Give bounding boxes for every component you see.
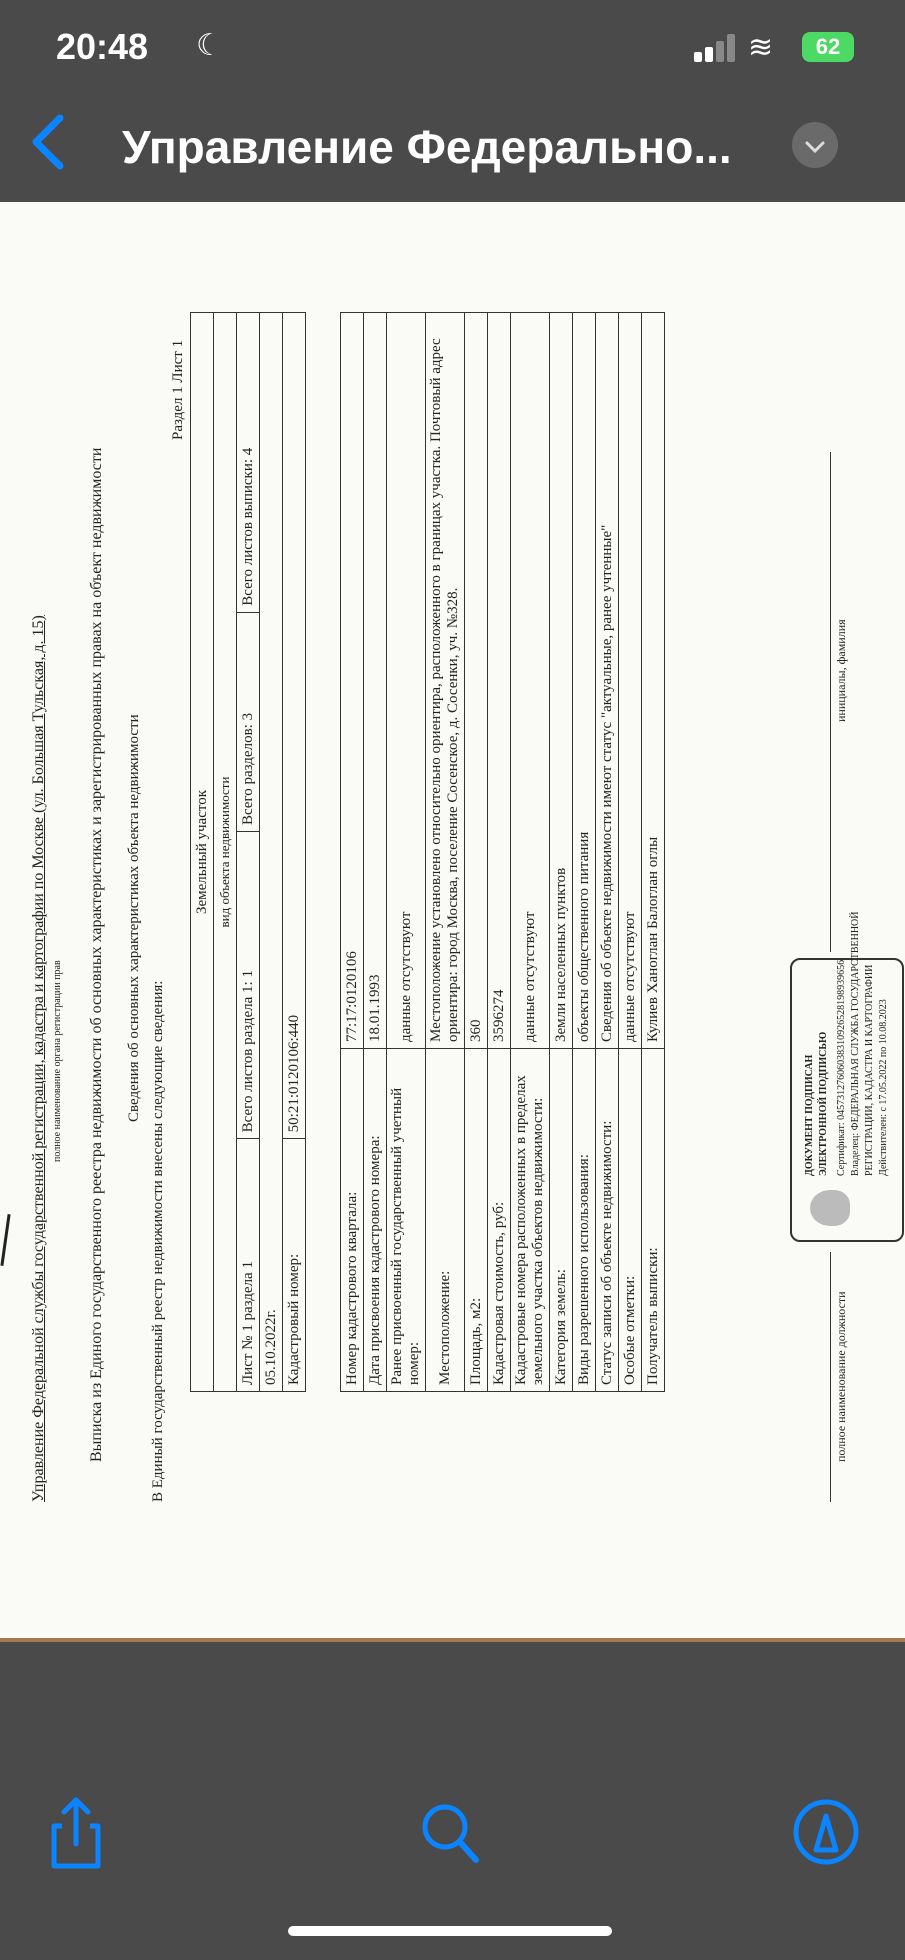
stamp-line: РЕГИСТРАЦИИ, КАДАСТРА И КАРТОГРАФИИ — [864, 964, 875, 1176]
row-label: Площадь, м2: — [465, 1049, 488, 1392]
document-viewer[interactable] — [0, 202, 905, 1642]
share-button[interactable] — [36, 1792, 116, 1872]
row-value: данные отсутствуют — [387, 313, 426, 1049]
table-row — [465, 313, 488, 1392]
row-value: Земли населенных пунктов — [550, 313, 573, 1049]
table-row — [573, 313, 596, 1392]
table-row — [387, 313, 426, 1392]
row-label: Кадастровая стоимость, руб: — [488, 1049, 511, 1392]
row-value: 18.01.1993 — [364, 313, 387, 1049]
table-row — [619, 313, 642, 1392]
document-title: Управление Федерально... — [122, 121, 732, 173]
table-row — [596, 313, 619, 1392]
clock: 20:48 — [56, 26, 149, 67]
stamp-line: Владелец: ФЕДЕРАЛЬНАЯ СЛУЖБА ГОСУДАРСТВЕННОЙ — [850, 911, 861, 1176]
row-label: Ранее присвоенный государственный учетный номер: — [387, 1049, 426, 1392]
page-edge — [0, 1638, 905, 1642]
row-label: Получатель выписки: — [642, 1049, 665, 1392]
electronic-signature-stamp — [790, 911, 904, 1242]
row-label: Виды разрешенного использования: — [573, 1049, 596, 1392]
chevron-left-icon — [28, 112, 68, 172]
row-value: 360 — [465, 313, 488, 1049]
row-value: Сведения об объекте недвижимости имеют статус "актуальные, ранее учтенные" — [596, 313, 619, 1049]
row-label: Категория земель: — [550, 1049, 573, 1392]
sheet-cell: Всего листов выписки: 4 — [237, 313, 260, 613]
row-value: Кулиев Ханоглан Балоглан оглы — [642, 313, 665, 1049]
stamp-line: ДОКУМЕНТ ПОДПИСАН — [804, 1054, 815, 1176]
row-value: данные отсутствуют — [619, 313, 642, 1049]
bottom-toolbar — [0, 1770, 905, 1960]
table-row — [426, 313, 465, 1392]
row-label: Дата присвоения кадастрового номера: — [364, 1049, 387, 1392]
search-button[interactable] — [412, 1792, 492, 1872]
initials-caption: инициалы, фамилия — [834, 619, 848, 722]
row-label: Номер кадастрового квартала: — [341, 1049, 364, 1392]
entered-note: В Единый государственный реестр недвижимости внесены следующие сведения: — [150, 980, 166, 1502]
row-value: данные отсутствуют — [511, 313, 550, 1049]
object-kind-caption: вид объекта недвижимости — [214, 313, 237, 1392]
table-row — [341, 313, 364, 1392]
sheet-cell: Всего разделов: 3 — [237, 612, 260, 831]
row-label: Кадастровые номера расположенных в пределах земельного участка объектов недвижимости: — [511, 1049, 550, 1392]
authority-subcaption: полное наименование органа регистрации прав — [52, 960, 63, 1162]
position-caption: полное наименование должности — [834, 1291, 848, 1462]
table-row — [488, 313, 511, 1392]
share-icon — [36, 1792, 116, 1872]
extract-title: Выписка из Единого государственного реестра недвижимости об основных характеристиках и зарегистрированных правах на объект недвижимости — [88, 447, 105, 1462]
sheet-cell: Всего листов раздела 1: 1 — [237, 832, 260, 1139]
navigation-bar — [0, 98, 905, 202]
cellular-signal-icon — [694, 34, 738, 62]
battery-icon — [802, 32, 854, 62]
header-table — [190, 312, 306, 1392]
row-value: 77:17:0120106 — [341, 313, 364, 1049]
authority-heading: Управление Федеральной службы государственной регистрации, кадастра и картографии по Москве (ул. Большая Тульская, д. 15) — [30, 615, 47, 1502]
table-row — [642, 313, 665, 1392]
home-indicator[interactable] — [288, 1926, 612, 1936]
date-cell: 05.10.2022г. — [260, 313, 283, 1392]
section-sheet-label: Раздел 1 Лист 1 — [170, 339, 186, 440]
back-button[interactable] — [18, 112, 78, 182]
table-row — [364, 313, 387, 1392]
stamp-line: Сертификат: 04573127606038310926528198939656 — [836, 959, 847, 1176]
rotated-content — [0, 202, 905, 1582]
stamp-line: ЭЛЕКТРОННОЙ ПОДПИСЬЮ — [818, 1031, 829, 1176]
status-bar — [0, 0, 905, 98]
initials-line — [830, 452, 831, 952]
stamp-line: Действителен: с 17.05.2022 по 10.08.2023 — [878, 999, 889, 1176]
row-value: 3596274 — [488, 313, 511, 1049]
sheet-cell: Лист № 1 раздела 1 — [237, 1139, 260, 1392]
row-label: Особые отметки: — [619, 1049, 642, 1392]
markup-icon — [790, 1792, 870, 1872]
chevron-down-icon — [804, 140, 826, 154]
battery-level: 62 — [815, 34, 841, 59]
search-icon — [412, 1792, 492, 1872]
row-value: Местоположение установлено относительно ориентира, расположенного в границах участка. Почтовый адрес ориентира: город Москва, поселение Сосенское, д. Сосенки, уч. №328. — [426, 313, 465, 1049]
section-title: Сведения об основных характеристиках объекта недвижимости — [126, 714, 142, 1122]
row-value: объекты общественного питания — [573, 313, 596, 1049]
moon-icon: ☾ — [196, 29, 223, 62]
table-row — [550, 313, 573, 1392]
coat-of-arms-icon — [810, 1190, 850, 1226]
scanned-page — [0, 202, 905, 1638]
position-line — [830, 1252, 831, 1502]
title-menu-button[interactable] — [792, 122, 838, 168]
wifi-icon: ≋ — [748, 31, 774, 64]
characteristics-table — [340, 312, 665, 1392]
row-label: Местоположение: — [426, 1049, 465, 1392]
cadastral-value: 50:21:0120106:440 — [283, 313, 306, 1139]
object-kind: Земельный участок — [191, 313, 214, 1392]
cadastral-label: Кадастровый номер: — [283, 1139, 306, 1392]
row-label: Статус записи об объекте недвижимости: — [596, 1049, 619, 1392]
table-row — [511, 313, 550, 1392]
markup-button[interactable] — [790, 1792, 870, 1872]
